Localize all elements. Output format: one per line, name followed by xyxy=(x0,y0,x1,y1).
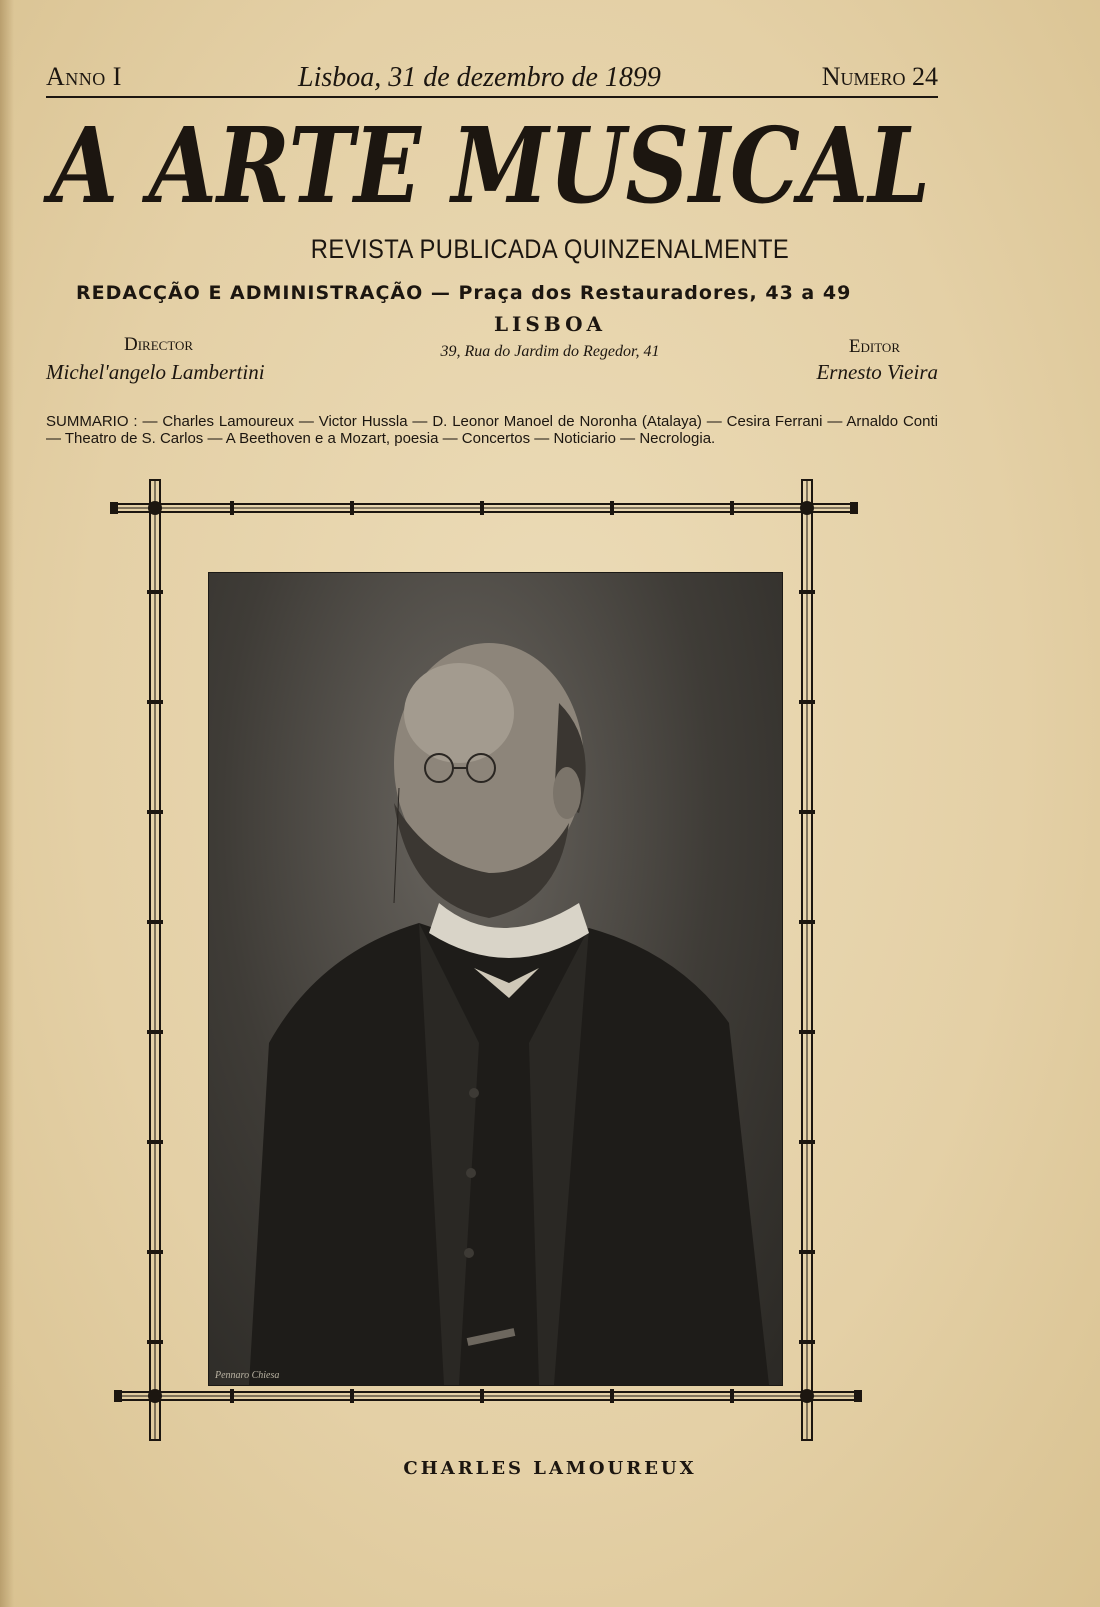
header-line xyxy=(46,62,938,96)
editor-label: Editor xyxy=(848,336,900,357)
engraver-credit: Pennaro Chiesa xyxy=(215,1370,280,1381)
portrait-figure xyxy=(209,573,782,1385)
director-label: Director xyxy=(124,334,194,355)
editor-name: Ernesto Vieira xyxy=(816,360,938,384)
printer-address: 39, Rua do Jardim do Regedor, 41 xyxy=(440,343,660,360)
city: LISBOA xyxy=(493,312,607,336)
issue-year: Anno I xyxy=(46,62,122,91)
dateline: Lisboa, 31 de dezembro de 1899 xyxy=(298,62,661,93)
masthead-title xyxy=(40,104,940,234)
office-address: REDACÇÃO E ADMINISTRAÇÃO — Praça dos Restauradores, 43 a 49 xyxy=(76,282,852,304)
masthead-title-text: A ARTE MUSICAL xyxy=(42,104,930,227)
director-name: Michel'angelo Lambertini xyxy=(46,360,265,384)
page-edge-shadow xyxy=(0,0,14,1607)
issue-number: Numero 24 xyxy=(821,62,938,91)
summary: SUMMARIO : — Charles Lamoureux — Victor Hussla — D. Leonor Manoel de Noronha (Atalaya) — Cesira Ferrani — Arnaldo Conti — Theatro de S. Carlos — A Beethoven e a Mozart, poesia — Concertos — Noticiario — Necrologia. xyxy=(46,413,938,447)
portrait-photo xyxy=(208,572,783,1386)
header-rule xyxy=(46,96,938,98)
subtitle: REVISTA PUBLICADA QUINZENALMENTE xyxy=(310,234,790,264)
portrait-caption: CHARLES LAMOUREUX xyxy=(403,1458,697,1479)
